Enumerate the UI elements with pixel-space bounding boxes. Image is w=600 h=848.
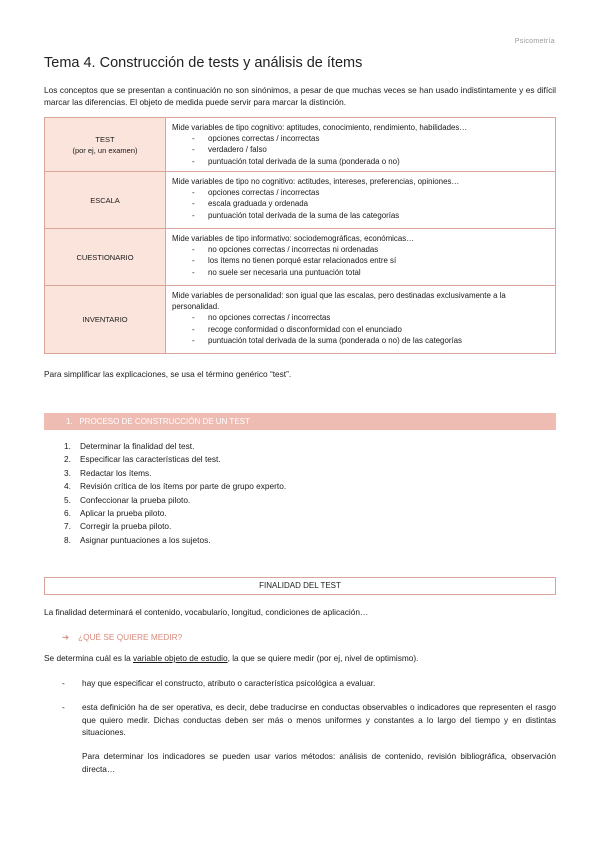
list-item: - no opciones correctas / incorrectas ni ordenadas	[192, 245, 379, 255]
type-summary: Mide variables de personalidad: son igual que las escalas, pero destinadas exclusivamente a la personalidad.	[172, 291, 506, 312]
list-item: - escala graduada y ordenada	[192, 199, 309, 209]
arrow-right-icon: ➔	[62, 632, 69, 642]
intro-paragraph: Los conceptos que se presentan a continuación no son sinónimos, a pesar de que muchas veces se han usado indistintamente y es difícil marcar las diferencias. El objeto de medida puede servir para marcar la distinción.	[44, 85, 556, 108]
table-row	[45, 229, 556, 286]
list-item: - opciones correctas / incorrectas	[192, 188, 320, 198]
list-item: 5. Confeccionar la prueba piloto.	[64, 494, 191, 505]
question-line	[62, 632, 182, 642]
finalidad-paragraph: La finalidad determinará el contenido, vocabulario, longitud, condiciones de aplicación…	[44, 607, 369, 617]
underlined-term: variable objeto de estudio	[133, 653, 228, 663]
list-item: - puntuación total derivada de la suma de las categorías	[192, 210, 400, 220]
type-description	[166, 229, 556, 286]
table-row	[45, 118, 556, 172]
steps-list	[64, 440, 286, 547]
list-item: 1. Determinar la finalidad del test.	[64, 441, 195, 451]
type-summary: Mide variables de tipo cognitivo: aptitudes, conocimiento, rendimiento, habilidades…	[172, 123, 468, 132]
section-number: 1.	[66, 417, 73, 426]
list-item: - opciones correctas / incorrectas	[192, 134, 320, 144]
list-item: 8. Asignar puntuaciones a los sujetos.	[64, 534, 211, 545]
section-title: PROCESO DE CONSTRUCCIÓN DE UN TEST	[79, 417, 250, 426]
section-heading-bar	[44, 413, 556, 430]
list-item: 4. Revisión crítica de los ítems por parte de grupo experto.	[64, 481, 287, 492]
type-description	[166, 286, 556, 354]
document-page: Psicometría Tema 4. Construcción de tests y análisis de ítems Los conceptos que se presentan a continuación no son sinónimos, a pesar de que muchas veces se han usado indistintamente y es difícil marcar las diferencias. El objeto de medida puede servir para marcar la distinción. TEST (por ej, un examen) Mide variables de tipo cognitivo: aptitudes, conocimiento, rendimiento, habilidades… - opciones correctas / incorrectas - verdadero / falso - puntuación total derivada de la suma (ponderada o no) ESCALA Mide variables de tipo no cognitivo: actitudes, intereses, preferencias, opiniones… - opciones correctas / incorrectas - escala graduada y ordenada - puntuación total derivada de la suma de las categorías CUESTIONARIO Mide variables de tipo informativo: sociodemográficas, económicas… - no opciones correctas / incorrectas ni ordenadas - los ítems no tienen porqué estar relacionados entre sí - no suele ser necesaria una puntuación total INVENTARIO Mide variables de personalidad: son igual que las escalas, pero destinadas exclusivamente a la personalidad. - no opciones correctas / incorrectas - recoge conformidad o disconformidad con el enunciado - puntuación total derivada de la suma (ponderada o no) de las categorías Para simplificar las explicaciones, se usa el término genérico “test”. 1. PROCESO DE CONSTRUCCIÓN DE UN TEST 1. Determinar la finalidad del test. 2. Especificar las características del test. 3. Redactar los ítems. 4. Revisión crítica de los ítems por parte de grupo experto. 5. Confeccionar la prueba piloto. 6. Aplicar la prueba piloto. 7. Corregir la prueba piloto. 8. Asignar puntuaciones a los sujetos. FINALIDAD DEL TEST La finalidad determinará el contenido, vocabulario, longitud, condiciones de aplicación… ➔ ¿QUÉ SE QUIERE MEDIR? Se determina cuál es la variable objeto de estudio, la que se quiere medir (por ej, nivel de optimismo). - hay que especificar el constructo, atributo o característica psicológica a evaluar. - esta definición ha de ser operativa, es decir, debe traducirse en conductas observables o indicadores que representen el rasgo que quiero medir. Dichas conductas deben ser más o menos uniformes y constantes a lo largo del tiempo y en distintas situaciones. Para determinar los indicadores se pueden usar varios métodos: análisis de contenido, revisión bibliográfica, observación directa…	[44, 38, 556, 774]
instrument-types-table	[44, 117, 556, 354]
type-label-text: INVENTARIO	[82, 315, 128, 324]
methods-paragraph: Para determinar los indicadores se pueden usar varios métodos: análisis de contenido, revisión bibliográfica, observación directa…	[82, 751, 556, 774]
question-text: ¿QUÉ SE QUIERE MEDIR?	[78, 632, 183, 642]
list-item: 6. Aplicar la prueba piloto.	[64, 508, 167, 519]
list-item: 7. Corregir la prueba piloto.	[64, 521, 172, 532]
table-row	[45, 286, 556, 354]
list-item: - los ítems no tienen porqué estar relacionados entre sí	[192, 256, 397, 266]
type-description	[166, 172, 556, 229]
type-label	[45, 286, 166, 354]
variable-paragraph: Se determina cuál es la variable objeto de estudio, la que se quiere medir (por ej, nivel de optimismo).	[44, 653, 419, 663]
list-item: - puntuación total derivada de la suma (ponderada o no) de las categorías	[192, 335, 462, 345]
list-item: - no suele ser necesaria una puntuación total	[192, 267, 361, 277]
list-item: 3. Redactar los ítems.	[64, 467, 152, 478]
list-item: - verdadero / falso	[192, 145, 267, 155]
page-title: Tema 4. Construcción de tests y análisis de ítems	[44, 55, 363, 71]
list-item: - no opciones correctas / incorrectas	[192, 313, 331, 323]
list-item: 2. Especificar las características del test.	[64, 454, 221, 465]
simplify-note: Para simplificar las explicaciones, se usa el término genérico “test”.	[44, 369, 292, 379]
type-summary: Mide variables de tipo informativo: sociodemográficas, económicas…	[172, 234, 415, 243]
type-label	[45, 118, 166, 172]
type-label	[45, 172, 166, 229]
type-summary: Mide variables de tipo no cognitivo: actitudes, intereses, preferencias, opiniones…	[172, 177, 460, 186]
list-item: - recoge conformidad o disconformidad con el enunciado	[192, 324, 402, 334]
type-label-text: CUESTIONARIO	[76, 252, 134, 262]
type-description	[166, 118, 556, 172]
subsection-heading-box: FINALIDAD DEL TEST	[44, 577, 556, 595]
subject-header: Psicometría	[514, 38, 555, 45]
type-label-text: TEST	[95, 134, 115, 144]
type-label-subtext: (por ej, un examen)	[72, 145, 138, 155]
type-label-text: ESCALA	[90, 195, 120, 205]
list-item: - puntuación total derivada de la suma (ponderada o no)	[192, 156, 400, 166]
type-label	[45, 229, 166, 286]
table-row	[45, 172, 556, 229]
